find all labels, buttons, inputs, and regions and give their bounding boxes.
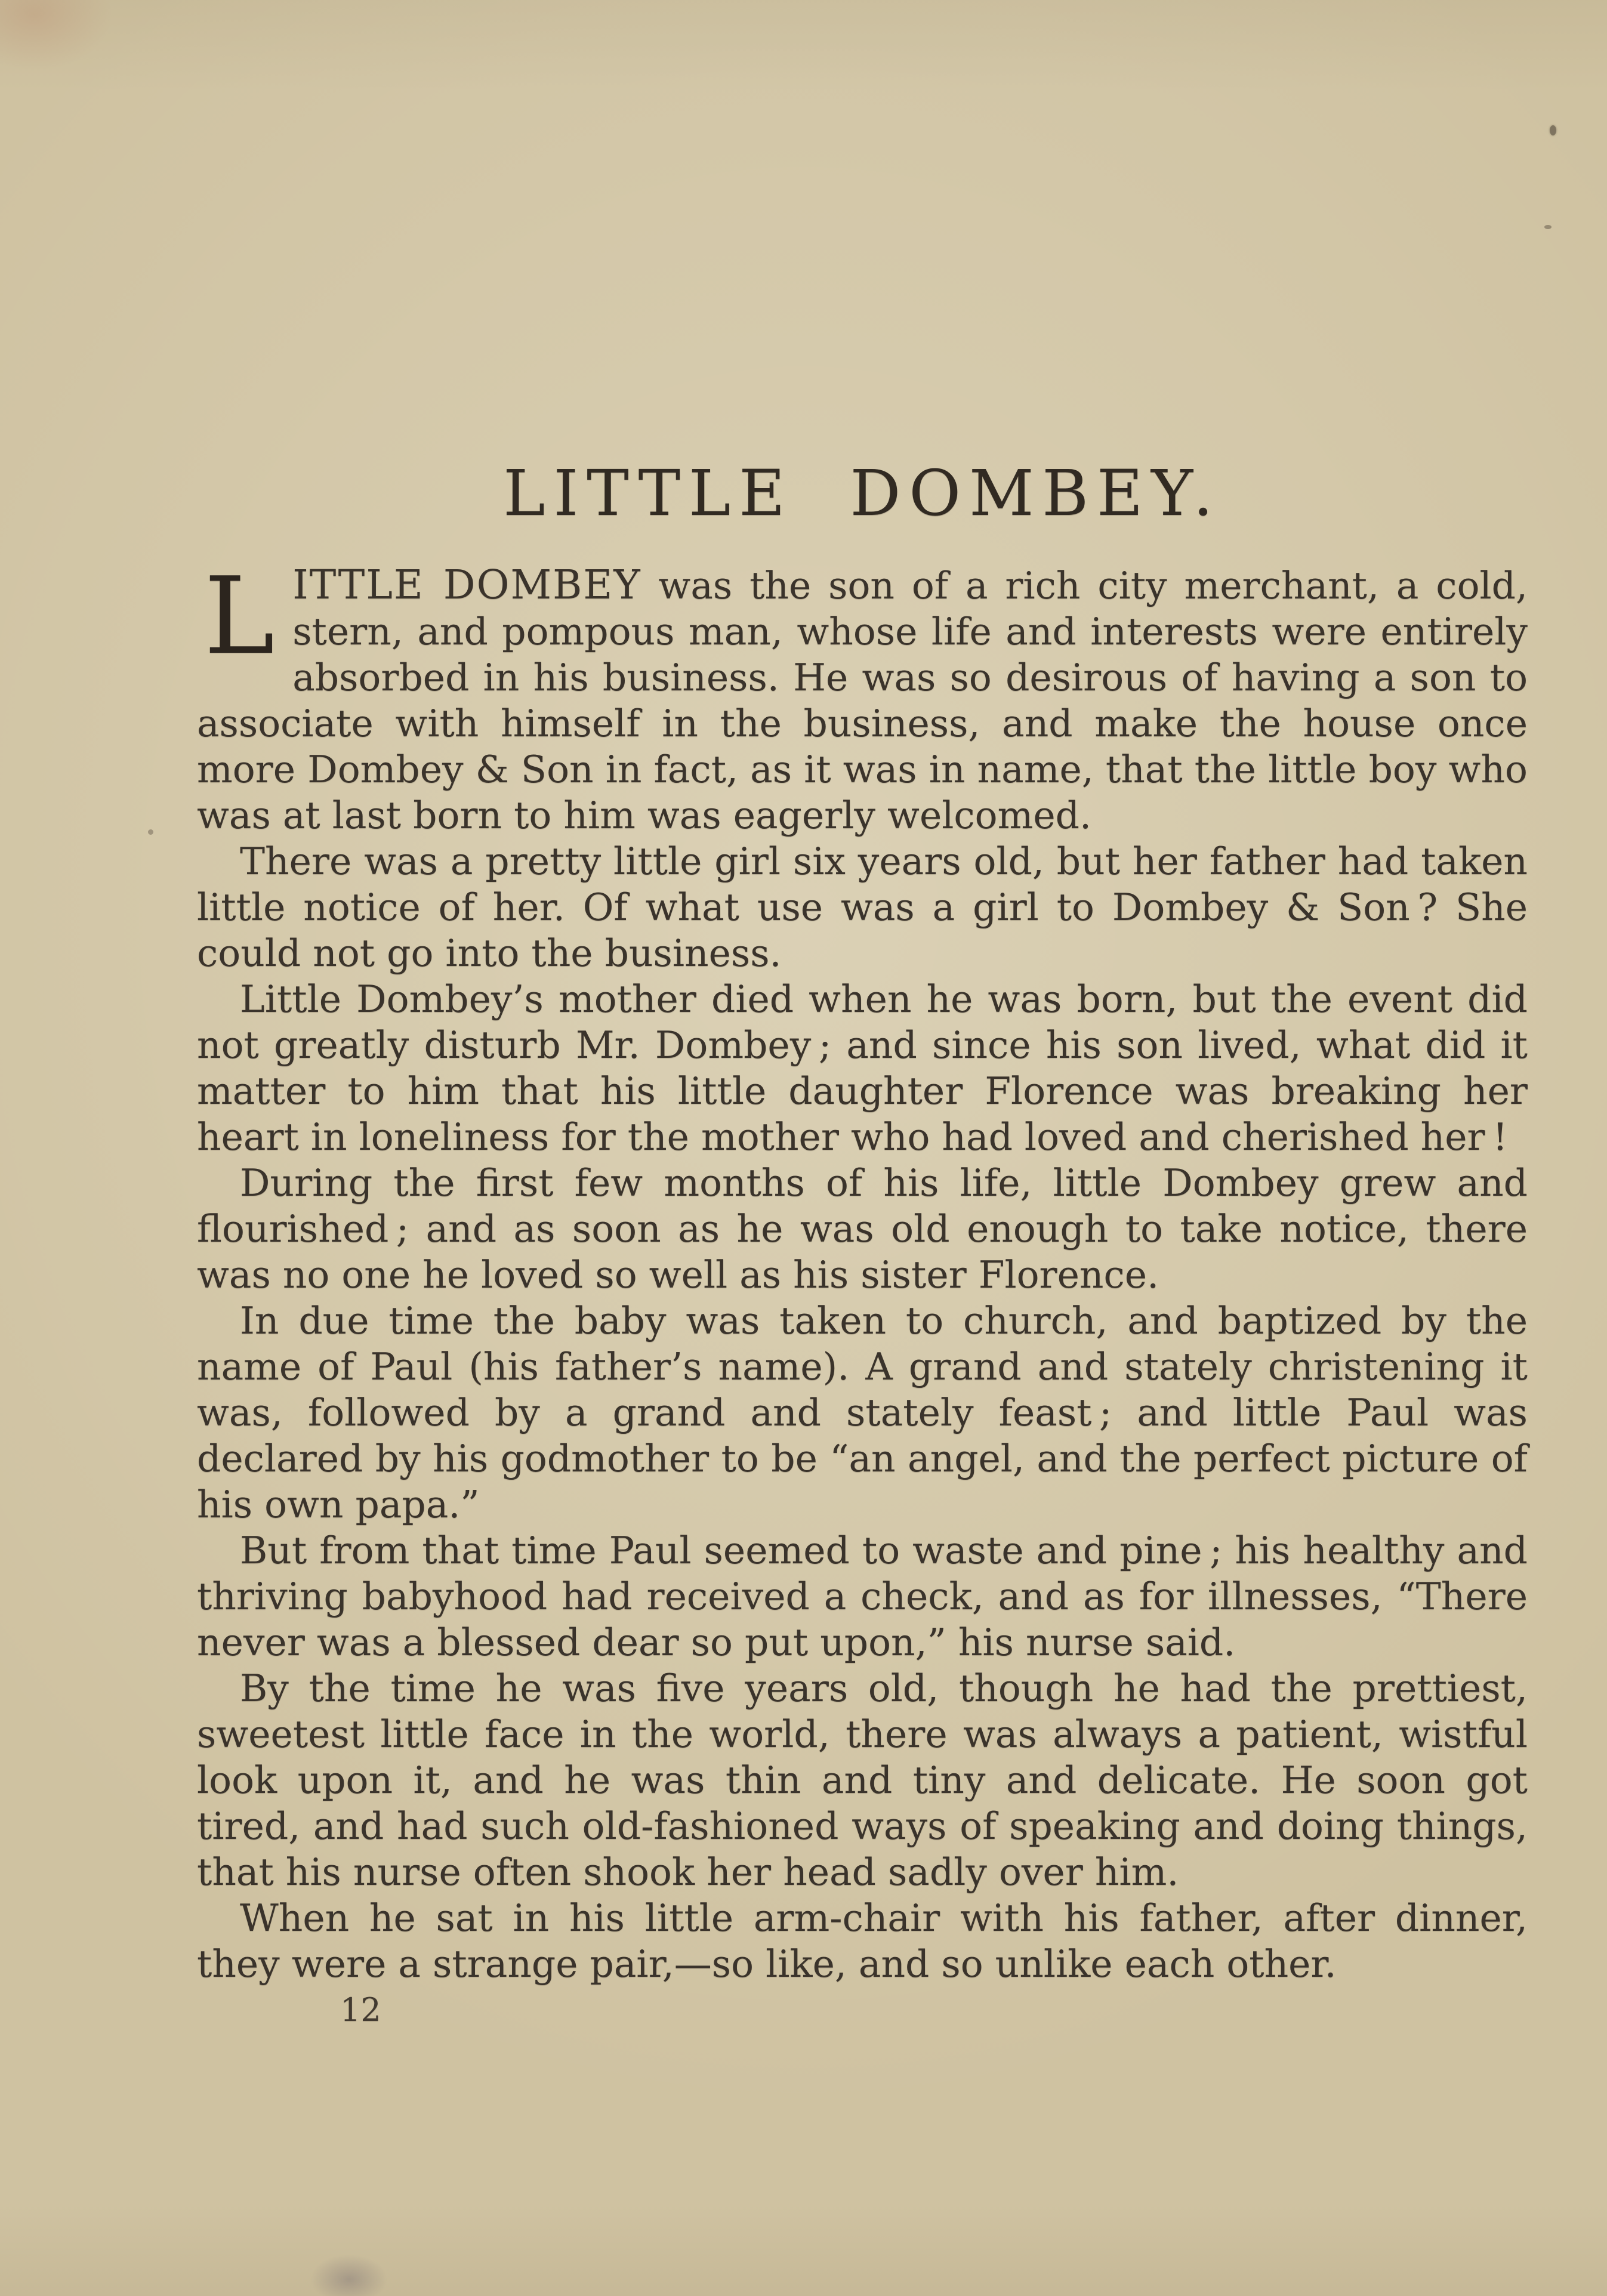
paragraph: Little Dombey’s mother died when he was born, but the event did not greatly disturb Mr. Dombey ; and since his son lived, what did it matter to him that his little daughter Florence was breaking her heart in loneliness for the mother who had loved and cherished her ! (197, 977, 1528, 1159)
paragraph-text: was the son of a rich city merchant, a cold, stern, and pompous man, whose life and interests were entirely absorbed in his business. He was so desirous of having a son to associate with himself in the business, and make the house once more Dombey & Son in fact, as it was in name, that the little boy who was at last born to him was eagerly welcomed. (197, 564, 1528, 837)
paragraph: During the first few months of his life, little Dombey grew and flourished ; and as soon as he was old enough to take notice, there was no one he loved so well as his sister Florence. (197, 1161, 1528, 1297)
paragraph: When he sat in his little arm-chair with his father, after dinner, they were a strange pair,—so like, and so unlike each other. (197, 1896, 1528, 1986)
lead-caps: ITTLE DOMBEY (292, 561, 641, 608)
drop-cap-letter: L (204, 554, 275, 678)
scan-artifact-red-tinge (0, 0, 113, 72)
paragraph: In due time the baby was taken to church, and baptized by the name of Paul (his father’s name). A grand and stately christening it was, followed by a grand and stately feast ; and little Paul was declared by his godmother to be “an angel, and the perfect picture of his own papa.” (197, 1299, 1528, 1526)
paragraph: But from that time Paul seemed to waste and pine ; his healthy and thriving babyhood had received a check, and as for illnesses, “There never was a blessed dear so put upon,” his nurse said. (197, 1529, 1528, 1664)
scan-artifact-speck (148, 829, 153, 835)
scan-artifact-ink-smudge (310, 2254, 388, 2296)
paragraph (197, 554, 1528, 838)
story-body (197, 554, 1528, 2033)
page-number: 12 (340, 1991, 381, 2029)
scan-artifact-speck (1550, 125, 1556, 135)
paragraph: There was a pretty little girl six years old, but her father had taken little notice of her. Of what use was a girl to Dombey & Son ? She could not go into the business. (197, 840, 1528, 975)
scan-artifact-speck (1544, 225, 1552, 229)
page-title: LITTLE DOMBEY. (503, 456, 1222, 530)
paragraph: By the time he was five years old, though he had the prettiest, sweetest little face in the world, there was always a patient, wistful look upon it, and he was thin and tiny and delicate. He soon got tired, and had such old-fashioned ways of speaking and doing things, that his nurse often shook her head sadly over him. (197, 1667, 1528, 1894)
text-block (197, 0, 1528, 2033)
